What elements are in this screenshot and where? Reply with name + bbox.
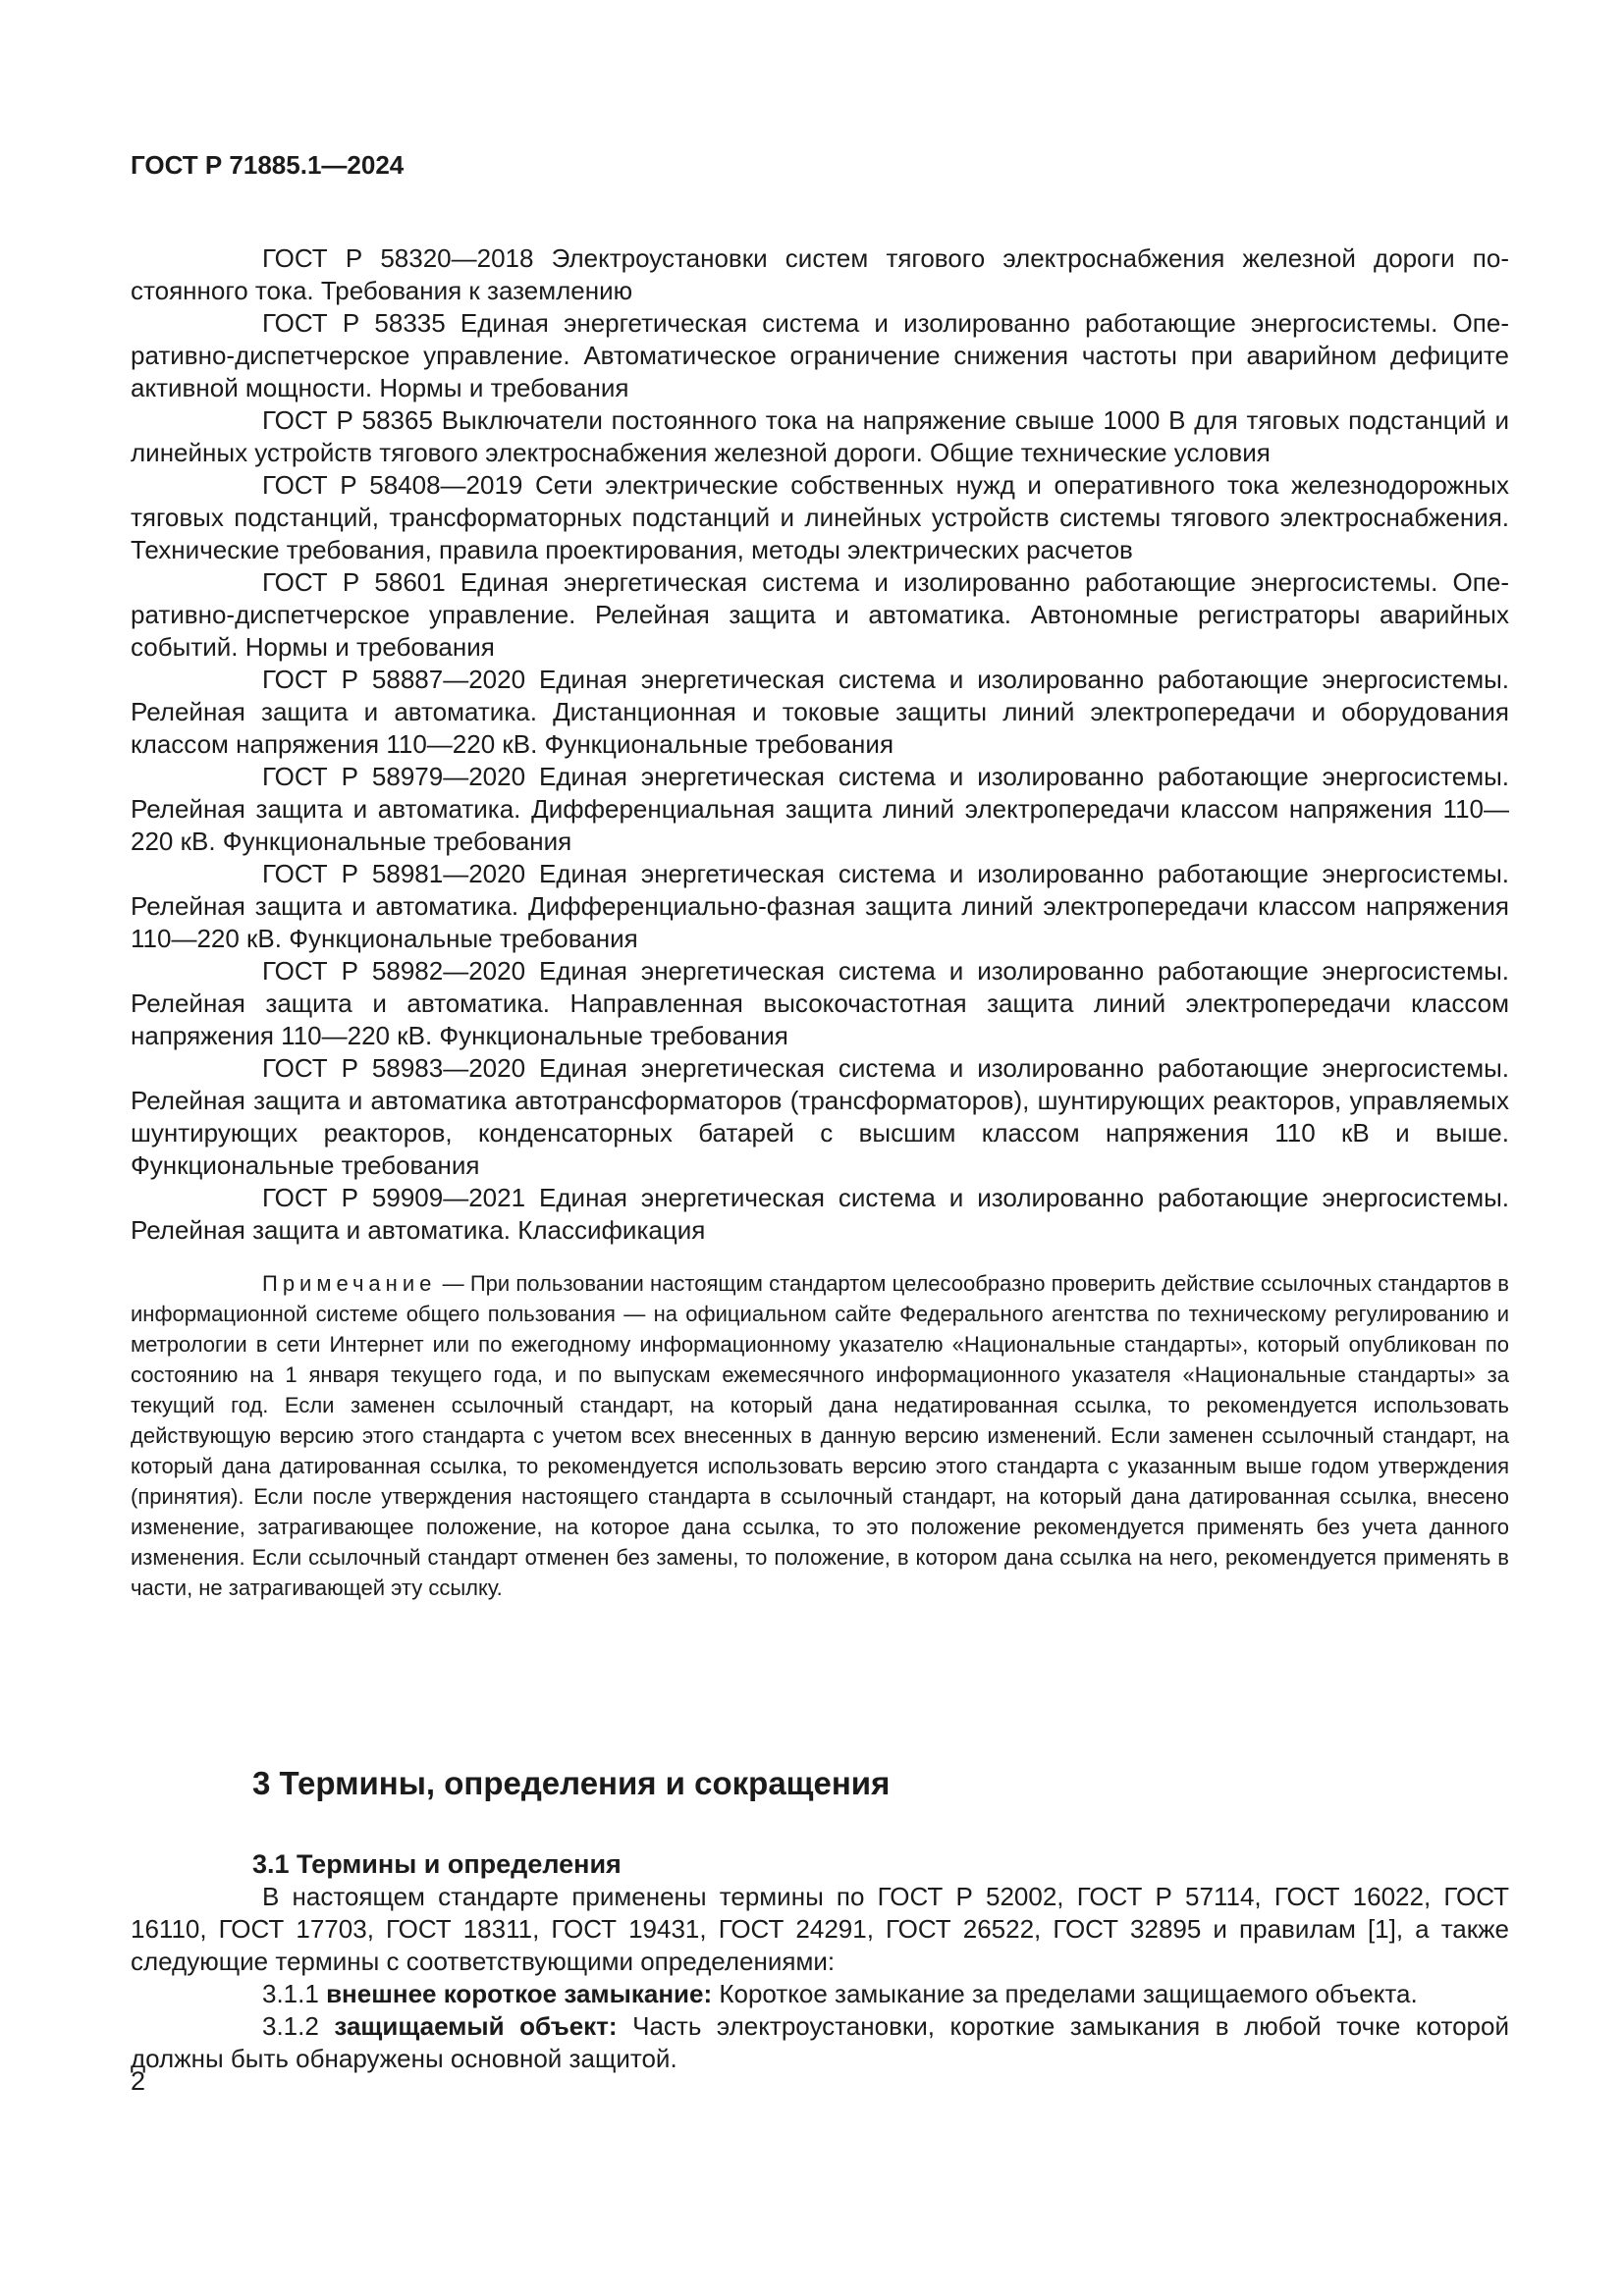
note-label: Примечание [262, 1271, 437, 1296]
reference-item: ГОСТ Р 58981—2020 Единая энергетическая система и изолированно работающие энергосистемы. Релейная защита и автоматика. Дифференциально-фазная защита линий электропередачи классом напряжения 110—220 кВ. Функциональные требования [131, 859, 1509, 953]
term-definition: Часть электроустановки, короткие замыкания в любой точке которой должны быть обнаружены основной защитой. [131, 2011, 1509, 2073]
reference-item: ГОСТ Р 59909—2021 Единая энергетическая система и изолированно работающие энергосистемы. Релейная защита и автоматика. Классификация [131, 1183, 1509, 1245]
reference-item: ГОСТ Р 58601 Единая энергетическая система и изолированно работающие энергосистемы. Оперативно-диспетчерское управление. Релейная защита и автоматика. Автономные регистраторы аварийных событий. Нормы и требования [131, 567, 1509, 662]
term-item [131, 1978, 1509, 2010]
subsection-heading: 3.1 Термины и определения [252, 1849, 622, 1879]
reference-item: ГОСТ Р 58320—2018 Электроустановки систем тягового электроснабжения железной дороги постоянного тока. Требования к заземлению [131, 243, 1509, 305]
term-item [131, 2010, 1509, 2075]
page-number: 2 [131, 2066, 146, 2096]
note-dash: — [442, 1271, 464, 1296]
reference-item: ГОСТ Р 58979—2020 Единая энергетическая система и изолированно работающие энергосистемы. Релейная защита и автоматика. Дифференциальная защита линий электропередачи классом напряжения 110—220 кВ. Функциональные требования [131, 762, 1509, 856]
term-number: 3.1.1 [262, 1979, 319, 2008]
reference-item: ГОСТ Р 58335 Единая энергетическая система и изолированно работающие энергосистемы. Оперативно-диспетчерское управление. Автоматическое ограничение снижения частоты при аварийном дефиците активной мощности. Нормы и требования [131, 308, 1509, 402]
references-list [131, 242, 1509, 1247]
note-paragraph [131, 1268, 1509, 1603]
reference-item: ГОСТ Р 58887—2020 Единая энергетическая система и изолированно работающие энергосистемы. Релейная защита и автоматика. Дистанционная и токовые защиты линий электропередачи и оборудования классом напряжения 110—220 кВ. Функциональные требования [131, 665, 1509, 759]
term-name: внешнее короткое замыкание: [326, 1979, 713, 2008]
section-heading: 3 Термины, определения и сокращения [252, 1765, 891, 1801]
reference-item: ГОСТ Р 58983—2020 Единая энергетическая система и изолированно работающие энергосистемы. Релейная защита и автоматика автотрансформаторов (трансформаторов), шунтирующих реакторов, управляемых шунтирующих реакторов, конденсаторных батарей с высшим классом напряжения 110 кВ и выше. Функциональные требования [131, 1053, 1509, 1180]
reference-item: ГОСТ Р 58982—2020 Единая энергетическая система и изолированно работающие энергосистемы. Релейная защита и автоматика. Направленная высокочастотная защита линий электропередачи классом напряжения 110—220 кВ. Функциональные требования [131, 956, 1509, 1050]
terms-intro: В настоящем стандарте применены термины по ГОСТ Р 52002, ГОСТ Р 57114, ГОСТ 16022, ГОСТ 16110, ГОСТ 17703, ГОСТ 18311, ГОСТ 19431, ГОСТ 24291, ГОСТ 26522, ГОСТ 32895 и правилам [1], а также следующие термины с соответствующими определениями: [131, 1882, 1509, 1976]
running-header: ГОСТ Р 71885.1—2024 [131, 150, 405, 180]
term-number: 3.1.2 [262, 2011, 319, 2041]
term-name: защищаемый объект: [334, 2011, 618, 2041]
note-text: При пользовании настоящим стандартом целесообразно проверить действие ссылочных стандартов в информационной системе общего пользования — на официальном сайте Федерального агентства по техническому регулированию и метрологии в сети Интернет или по ежегодному информационному указателю «Национальные стандарты», который опубликован по состоянию на 1 января текущего года, и по выпускам ежемесячного информационного указателя «Национальные стандарты» за текущий год. Если заменен ссылочный стандарт, на который дана недатированная ссылка, то рекомендуется использовать действующую версию этого стандарта с учетом всех внесенных в данную версию изменений. Если заменен ссылочный стандарт, на который дана датированная ссылка, то рекомендуется использовать версию этого стандарта с указанным выше годом утверждения (принятия). Если после утверждения настоящего стандарта в ссылочный стандарт, на который дана датированная ссылка, внесено изменение, затрагивающее положение, на которое дана ссылка, то это положение рекомендуется применять без учета данного изменения. Если ссылочный стандарт отменен без замены, то положение, в котором дана ссылка на него, рекомендуется применять в части, не затрагивающей эту ссылку. [131, 1271, 1509, 1600]
term-definition: Короткое замыкание за пределами защищаемого объекта. [719, 1979, 1418, 2008]
reference-item: ГОСТ Р 58408—2019 Сети электрические собственных нужд и оперативного тока железнодорожных тяговых подстанций, трансформаторных подстанций и линейных устройств системы тягового электроснабжения. Технические требования, правила проектирования, методы электрических расчетов [131, 470, 1509, 564]
terms-list [131, 1978, 1509, 2075]
reference-item: ГОСТ Р 58365 Выключатели постоянного тока на напряжение свыше 1000 В для тяговых подстанций и линейных устройств тягового электроснабжения железной дороги. Общие технические условия [131, 405, 1509, 467]
